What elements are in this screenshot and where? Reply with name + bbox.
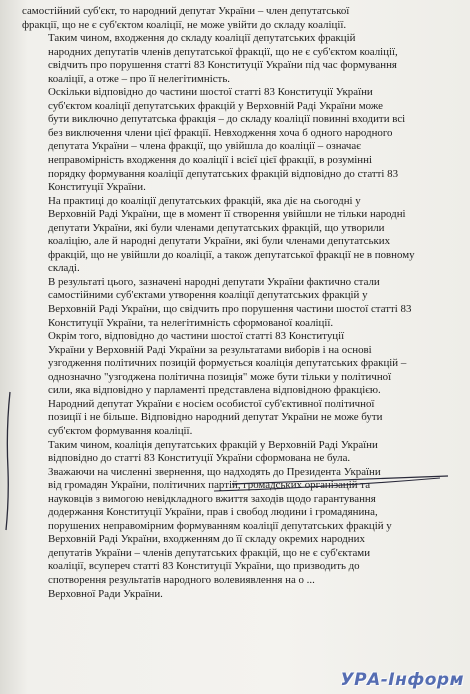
text-line: Конституції України, та нелегітимність сформованої коаліції. [48,316,334,329]
text-line: Таким чином, входження до складу коаліції депутатських фракцій [48,32,356,45]
text-line: узгодження політичних позицій формується коаліція депутатських фракцій – [48,357,407,370]
text-line: порушених неправомірним формуванням коаліції депутатських фракцій у [48,519,392,532]
text-line: На практиці до коаліції депутатських фракцій, яка діє на сьогодні у [48,194,361,207]
text-line: додержання Конституції України, прав і свобод людини і громадянина, [48,506,378,519]
text-line: науковців з вимогою невідкладного вжиття заходів щодо гарантування [48,492,376,505]
text-line: Зважаючи на численні звернення, що надходять до Президента України [48,465,381,478]
text-line: Оскільки відповідно до частини шостої статті 83 Конституції України [48,86,373,99]
text-line: свідчить про порушення статті 83 Конституції України під час формування [48,59,397,72]
text-line: фракцій, що не увійшли до коаліції, а також депутатської фракції не в повному [48,248,415,261]
paragraph [22,32,456,86]
text-line: позиції і не більше. Відповідно народний депутат України не може бути [48,411,383,424]
text-line: порядку формування коаліції депутатських фракцій відповідно до статті 83 [48,167,399,180]
text-line: депутатів України – членів депутатських фракцій, що не є суб'єктами [48,546,371,559]
document-body [22,5,456,601]
text-line: неправомірність входження до коаліції і всієї цієї фракції, в розумінні [48,154,372,167]
text-line: Окрім того, відповідно до частини шостої статті 83 Конституції [48,330,345,343]
text-line: самостійний суб'єкт, то народний депутат України – член депутатської [22,5,350,17]
text-line: Конституції України. [48,181,146,194]
text-line: суб'єктом коаліції депутатських фракцій у Верховній Раді України може [48,99,383,112]
text-line: Верховній Раді України, ще в момент її створення увійшли не тільки народні [48,208,406,221]
text-line: коаліції, всупереч статті 83 Конституції України, що призводить до [48,560,360,573]
text-line: від громадян України, політичних партій, громадських організацій та [48,479,371,492]
paragraph [22,195,456,276]
paragraph [22,439,456,466]
text-line: суб'єктом формування коаліції. [48,424,193,437]
text-line: України у Верховній Раді України за результатами виборів і на основі [48,343,372,356]
text-line: спотворення результатів народного волевиявлення на о ... [48,573,315,586]
text-line: коаліцію, але й народні депутати України, які були членами депутатських [48,235,391,248]
text-line: однозначно "узгоджена політична позиція" може бути тільки у політичної [48,370,392,383]
watermark-logo: УРА-Інформ [340,670,464,690]
text-line: Народний депутат України є носієм особистої суб'єктивної політичної [48,397,375,410]
paragraph [22,466,456,601]
text-line: коаліції, а отже – про її нелегітимність. [48,72,231,85]
paragraph [22,330,456,438]
paragraph [22,86,456,194]
text-line: Верховній Раді України, що свідчить про порушення частини шостої статті 83 [48,303,412,316]
text-line: Верховної Ради України. [48,587,163,600]
text-line: без виключення члени цієї фракції. Невходження хоча б одного народного [48,126,393,139]
text-line: народних депутатів членів депутатської фракції, що не є суб'єктом коаліції, [48,45,398,58]
text-line: відповідно до статті 83 Конституції України сформована не була. [48,452,351,465]
text-line: сили, яка відповідно у парламенті представлена відповідною фракцією. [48,384,381,397]
text-line: бути виключно депутатська фракція – до складу коаліції повинні входити всі [48,113,406,126]
text-line: складі. [48,262,80,275]
paragraph [22,5,456,32]
text-line: Таким чином, коаліція депутатських фракцій у Верховній Раді України [48,438,378,451]
margin-pen-line [6,392,10,530]
text-line: самостійними суб'єктами утворення коаліції депутатських фракцій у [48,289,368,302]
text-line: фракції, що не є суб'єктом коаліції, не може увійти до складу коаліції. [22,18,347,31]
text-line: Верховній Раді України, входженням до її складу окремих народних [48,533,365,546]
text-line: депутати України, які були членами депутатських фракцій, що утворили [48,221,385,234]
paragraph [22,276,456,330]
text-line: В результаті цього, зазначені народні депутати України фактично стали [48,275,380,288]
text-line: депутата України – члена фракції, що увійшла до коаліції – означає [48,140,361,153]
